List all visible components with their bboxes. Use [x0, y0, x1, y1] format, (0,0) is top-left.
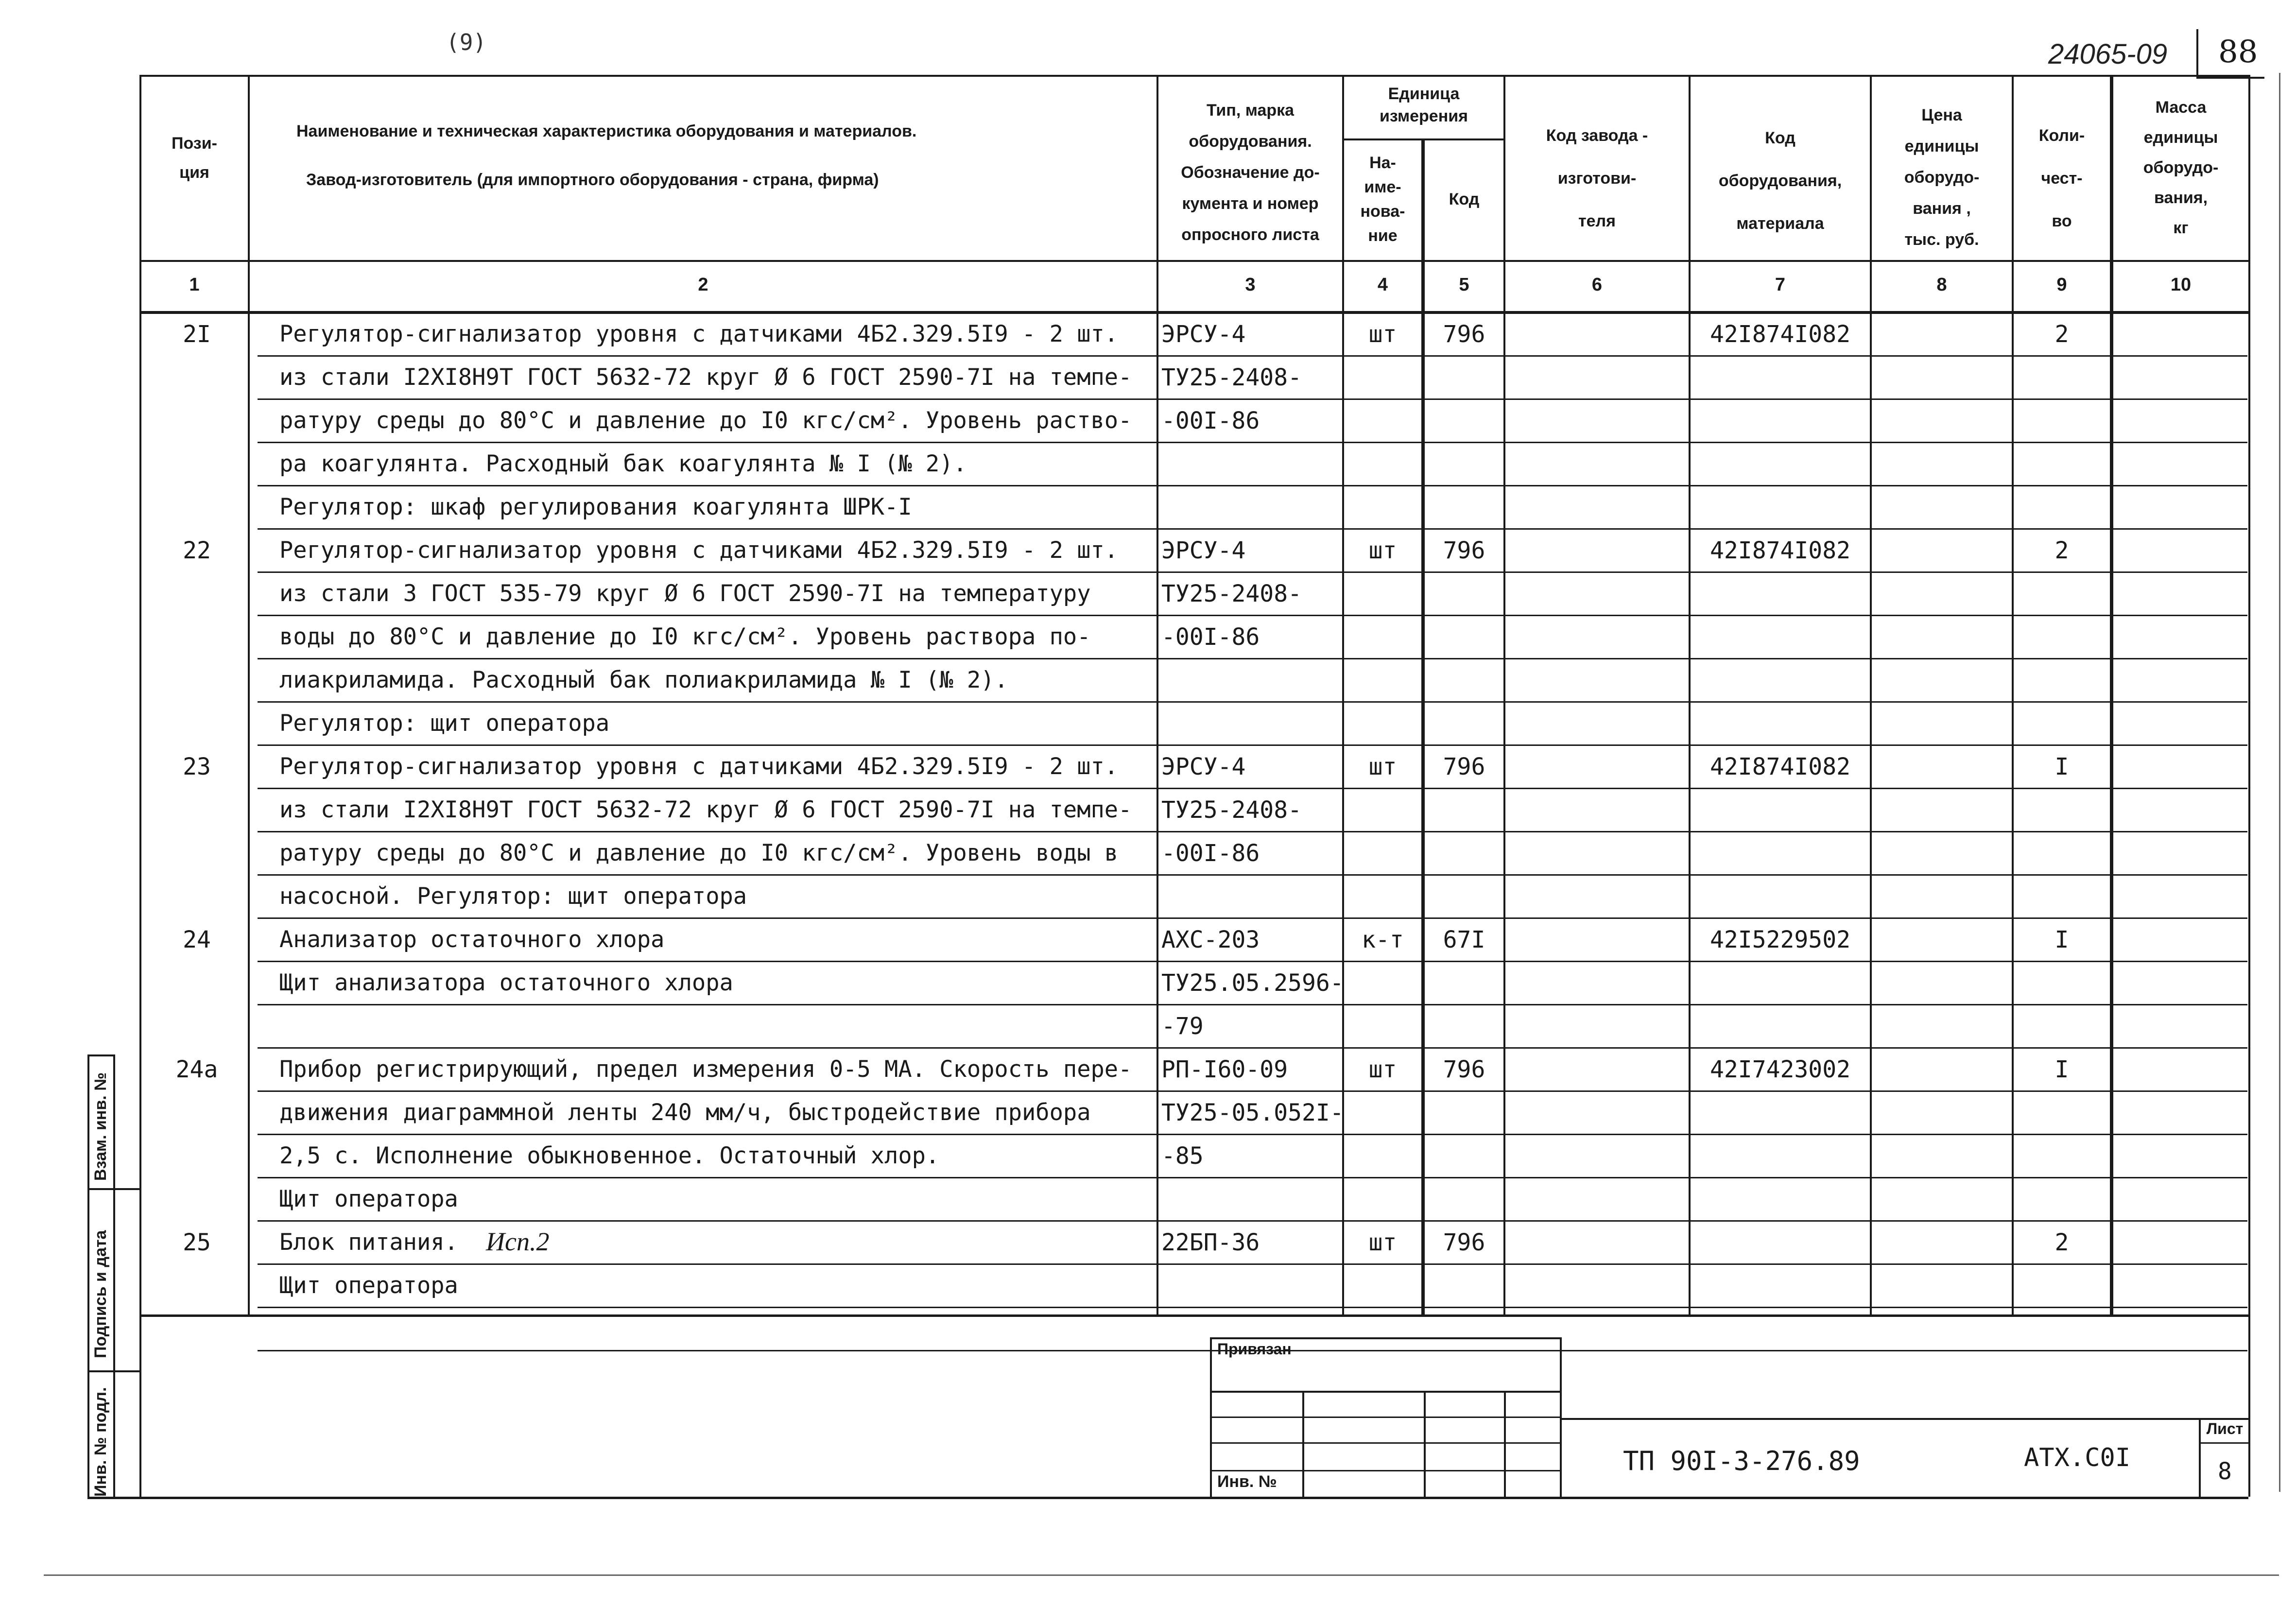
frame-bottom-border — [87, 1497, 2248, 1499]
page-number-underline — [2196, 77, 2264, 79]
cell-description: движения диаграммной ленты 240 мм/ч, быстродействие прибора — [279, 1099, 1091, 1126]
side-stamp-original-inv: Инв. № подл. — [91, 1387, 110, 1497]
cell-description: ратуру среды до 80°С и давление до I0 кгс/см². Уровень воды в — [279, 840, 1119, 866]
cell-type: ТУ25-2408- — [1161, 796, 1302, 824]
header-name-line2: Завод-изготовитель (для импортного оборудования - страна, фирма) — [306, 171, 879, 189]
cell-type: ЭРСУ-4 — [1161, 537, 1246, 564]
col-line-right — [2248, 75, 2250, 1497]
stamp-inv-no: Инв. № — [1217, 1472, 1277, 1491]
header-unit-code: Код — [1449, 190, 1480, 208]
cell-description: Анализатор остаточного хлора — [279, 926, 665, 953]
cell-unit-code: 796 — [1443, 753, 1485, 780]
cell-position: 22 — [183, 537, 211, 564]
col-line-9 — [2110, 75, 2113, 1314]
cell-type: -85 — [1161, 1142, 1204, 1170]
cell-type: ТУ25-2408- — [1161, 364, 1302, 391]
table-row-line — [258, 1177, 2247, 1178]
colnum-4: 4 — [1377, 275, 1388, 295]
cell-quantity: I — [2054, 1056, 2069, 1083]
side-stamp-replace-inv: Взам. инв. № — [91, 1072, 110, 1181]
table-row-line — [258, 1090, 2247, 1092]
cell-unit-code: 796 — [1443, 537, 1485, 564]
side-stamp-top — [87, 1054, 113, 1056]
col-line-6 — [1689, 75, 1691, 1314]
cell-unit-name: шт — [1368, 1056, 1397, 1083]
page-number: 88 — [2218, 34, 2258, 70]
side-stamp-inner — [113, 1054, 115, 1497]
col-line-3 — [1342, 75, 1344, 1314]
cell-equipment-code: 42I7423002 — [1710, 1056, 1850, 1083]
col-line-1 — [248, 75, 250, 1314]
cell-description: ра коагулянта. Расходный бак коагулянта № I (№ 2). — [279, 450, 967, 477]
table-row-line — [258, 658, 2247, 659]
header-name-line1: Наименование и техническая характеристика оборудования и материалов. — [296, 122, 917, 140]
page-bottom-edge — [44, 1574, 2279, 1576]
col-line-4 — [1421, 138, 1425, 1314]
colnum-8: 8 — [1936, 275, 1947, 295]
table-row-line — [258, 917, 2247, 919]
cell-description: Щит оператора — [279, 1186, 458, 1212]
cell-description: из стали I2XI8H9T ГОСТ 5632-72 круг Ø 6 ГОСТ 2590-7I на темпе- — [279, 364, 1132, 391]
stamp-sheet-number: 8 — [2218, 1458, 2232, 1485]
stamp-left — [1210, 1337, 1212, 1497]
cell-description: воды до 80°С и давление до I0 кгс/см². Уровень раствора по- — [279, 623, 1091, 650]
cell-quantity: 2 — [2054, 537, 2069, 564]
cell-unit-name: шт — [1368, 1229, 1397, 1256]
side-stamp-outer-left — [87, 1054, 89, 1497]
table-row-line — [258, 485, 2247, 486]
cell-position: 23 — [183, 753, 211, 780]
cell-handwritten-note: Исп.2 — [486, 1227, 550, 1256]
table-row-line — [258, 831, 2247, 832]
cell-description: Регулятор-сигнализатор уровня с датчиками 4Б2.329.5I9 - 2 шт. — [279, 753, 1119, 780]
cell-description: 2,5 с. Исполнение обыкновенное. Остаточный хлор. — [279, 1142, 940, 1169]
header-position: Пози- ция — [172, 134, 217, 182]
table-row-line — [258, 615, 2247, 616]
header-quantity: Коли- чест- во — [2038, 126, 2085, 230]
table-row-line — [258, 1134, 2247, 1135]
cell-description: ратуру среды до 80°С и давление до I0 кгс/см². Уровень раство- — [279, 407, 1132, 434]
sheet-box-left — [2199, 1418, 2201, 1497]
header-unit-name: На- име- нова- ние — [1360, 154, 1405, 245]
col-line-7 — [1870, 75, 1872, 1314]
number-row-bottom-border — [139, 311, 2248, 314]
cell-description: Регулятор: щит оператора — [279, 710, 610, 737]
table-row-line — [258, 961, 2247, 962]
colnum-10: 10 — [2170, 275, 2192, 295]
colnum-5: 5 — [1459, 275, 1469, 295]
cell-quantity: I — [2054, 753, 2069, 780]
cell-description: насосной. Регулятор: щит оператора — [279, 883, 747, 910]
cell-description: Щит анализатора остаточного хлора — [279, 969, 733, 996]
stamp-doc-mark: АТХ.С0I — [2024, 1443, 2131, 1472]
cell-type: АХС-203 — [1161, 926, 1260, 953]
cell-equipment-code: 42I874I082 — [1710, 753, 1850, 780]
cell-equipment-code: 42I874I082 — [1710, 321, 1850, 348]
table-row-line — [258, 701, 2247, 703]
table-row-line — [258, 355, 2247, 357]
stamp-doc-code: ТП 90I-3-276.89 — [1623, 1446, 1860, 1476]
table-row-line — [258, 1004, 2247, 1005]
cell-position: 24а — [175, 1056, 218, 1083]
cell-type: -00I-86 — [1161, 623, 1260, 651]
cell-quantity: 2 — [2054, 321, 2069, 348]
table-body-bottom-border — [139, 1314, 2248, 1317]
header-mass: Масса единицы оборудо- вания, кг — [2143, 98, 2219, 237]
cell-unit-code: 796 — [1443, 321, 1485, 348]
cell-description: Регулятор-сигнализатор уровня с датчиками 4Б2.329.5I9 - 2 шт. — [279, 321, 1119, 347]
col-line-5 — [1503, 75, 1505, 1314]
cell-description: Регулятор: шкаф регулирования коагулянта ШРК-I — [279, 494, 912, 520]
colnum-7: 7 — [1775, 275, 1786, 295]
cell-unit-name: шт — [1368, 753, 1397, 780]
document-number-handwritten: 24065-09 — [2048, 38, 2168, 70]
table-row-line — [258, 1263, 2247, 1265]
table-row-line — [258, 1307, 2247, 1308]
cell-quantity: I — [2054, 926, 2069, 953]
header-unit: Единица измерения — [1380, 85, 1468, 125]
table-row-line — [258, 744, 2247, 746]
cell-type: ТУ25.05.2596- — [1161, 969, 1344, 997]
cell-description: лиакриламида. Расходный бак полиакриламида № I (№ 2). — [279, 667, 1008, 693]
stamp-col-3 — [1504, 1391, 1506, 1497]
cell-unit-name: шт — [1368, 537, 1397, 564]
cell-quantity: 2 — [2054, 1229, 2069, 1256]
cell-type: ТУ25-2408- — [1161, 580, 1302, 607]
cell-unit-code: 796 — [1443, 1229, 1485, 1256]
header-bottom-border — [139, 260, 2248, 262]
header-price: Цена единицы оборудо- вания , тыс. руб. — [1904, 106, 1980, 249]
cell-type: ЭРСУ-4 — [1161, 753, 1246, 780]
cell-type: ТУ25-05.052I- — [1161, 1099, 1344, 1126]
cell-type: -79 — [1161, 1013, 1204, 1040]
table-top-border — [139, 75, 2248, 77]
page-number-divider — [2196, 29, 2198, 78]
table-row-line — [258, 1220, 2247, 1222]
colnum-1: 1 — [189, 275, 200, 295]
stamp-right — [1560, 1337, 1562, 1497]
colnum-9: 9 — [2056, 275, 2067, 295]
table-row-line — [258, 1047, 2247, 1049]
header-equipment-code: Код оборудования, материала — [1718, 129, 1842, 233]
table-row-line — [258, 571, 2247, 573]
col-line-8 — [2012, 75, 2014, 1314]
cell-type: -00I-86 — [1161, 840, 1260, 867]
cell-type: -00I-86 — [1161, 407, 1260, 434]
table-row-line — [258, 874, 2247, 876]
cell-equipment-code: 42I874I082 — [1710, 537, 1850, 564]
cell-equipment-code: 42I5229502 — [1710, 926, 1850, 953]
cell-description: Щит оператора — [279, 1272, 458, 1299]
cell-position: 25 — [183, 1229, 211, 1256]
cell-position: 24 — [183, 926, 211, 953]
cell-description: Регулятор-сигнализатор уровня с датчиками 4Б2.329.5I9 - 2 шт. — [279, 537, 1119, 564]
sheet-number-top: (9) — [446, 29, 487, 55]
cell-position: 2I — [183, 321, 211, 348]
cell-description: из стали I2XI8H9T ГОСТ 5632-72 круг Ø 6 ГОСТ 2590-7I на темпе- — [279, 796, 1132, 823]
cell-unit-code: 796 — [1443, 1056, 1485, 1083]
col-line-2 — [1157, 75, 1158, 1314]
side-stamp-signature-date: Подпись и дата — [91, 1230, 110, 1358]
stamp-row-3 — [1210, 1442, 1560, 1444]
cell-type: 22БП-36 — [1161, 1229, 1260, 1256]
table-row-line — [258, 528, 2247, 530]
colnum-3: 3 — [1245, 275, 1256, 295]
side-stamp-div-2 — [87, 1370, 139, 1372]
cell-type: РП-I60-09 — [1161, 1056, 1288, 1083]
table-row-line — [258, 442, 2247, 443]
cell-unit-code: 67I — [1443, 926, 1485, 953]
stamp-col-1 — [1302, 1391, 1304, 1497]
table-row-line — [258, 398, 2247, 400]
cell-unit-name: к-т — [1362, 926, 1404, 953]
colnum-6: 6 — [1591, 275, 1603, 295]
title-block-top — [1560, 1418, 2248, 1420]
stamp-privyazan: Привязан — [1217, 1340, 1292, 1358]
cell-unit-name: шт — [1368, 321, 1397, 348]
header-type: Тип, марка оборудования. Обозначение до- кумента и номер опросного листа — [1181, 101, 1320, 244]
stamp-col-2 — [1424, 1391, 1426, 1497]
cell-description: Блок питания. — [279, 1229, 458, 1256]
table-row-line — [258, 788, 2247, 789]
stamp-row-4 — [1210, 1470, 1560, 1471]
side-stamp-div-1 — [87, 1188, 139, 1190]
stamp-top — [1210, 1337, 1560, 1339]
sheet-box-divider — [2199, 1442, 2248, 1444]
cell-type: ЭРСУ-4 — [1161, 321, 1246, 348]
cell-description: Прибор регистрирующий, предел измерения 0-5 МА. Скорость пере- — [279, 1056, 1132, 1083]
page-right-edge — [2279, 73, 2280, 1492]
cell-description: из стали 3 ГОСТ 535-79 круг Ø 6 ГОСТ 2590-7I на температуру — [279, 580, 1091, 607]
colnum-2: 2 — [698, 275, 708, 295]
stamp-row-2 — [1210, 1417, 1560, 1418]
header-factory-code: Код завода - изготови- теля — [1546, 126, 1648, 230]
stamp-sheet-label: Лист — [2206, 1420, 2244, 1437]
stamp-row-1 — [1210, 1391, 1560, 1393]
